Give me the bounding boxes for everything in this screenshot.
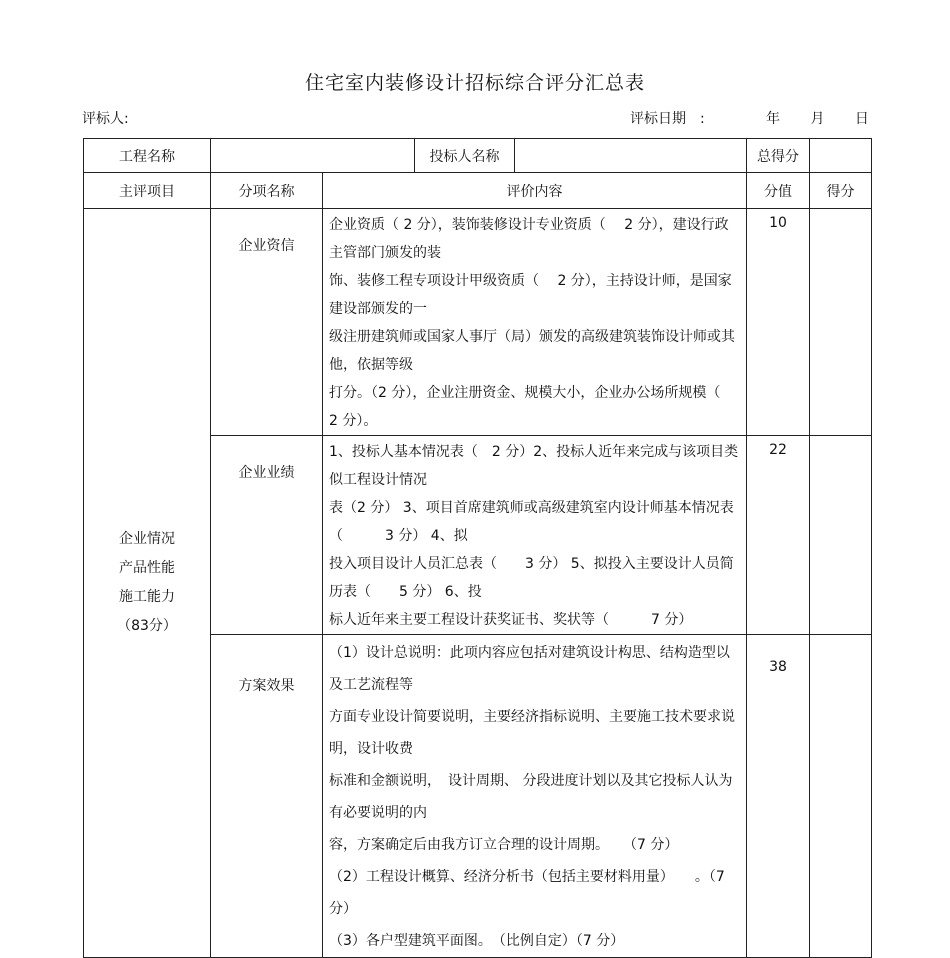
project-name-field[interactable] xyxy=(211,139,415,173)
content-line: 级注册建筑师或国家人事厅（局）颁发的高级建筑装饰设计师或其他，依据等级 xyxy=(329,329,735,373)
score-input-cell[interactable] xyxy=(810,635,872,958)
column-header-row xyxy=(84,173,872,209)
content-line: （1）设计总说明：此项内容应包括对建筑设计构思、结构造型以及工艺流程等 xyxy=(329,645,730,693)
content-line: 表（2 分） 3、项目首席建筑师或高级建筑室内设计师基本情况表（ 3 分） 4、拟 xyxy=(329,500,734,544)
content-line: 企业资质（ 2 分），装饰装修设计专业资质（ 2 分），建设行政主管部门颁发的装 xyxy=(329,217,729,261)
page-title: 住宅室内装修设计招标综合评分汇总表 xyxy=(304,72,645,94)
main-category-cell xyxy=(84,209,211,958)
content-line: 投入项目设计人员汇总表（ 3 分） 5、拟投入主要设计人员简历表（ 5 分） 6、投 xyxy=(329,556,734,600)
score-value: 10 xyxy=(747,209,810,436)
sub-item-name: 企业资信 xyxy=(211,209,323,436)
content-line: 标准和金额说明， 设计周期、 分段进度计划以及其它投标人认为有必要说明的内 xyxy=(329,773,733,821)
column-header-score-value: 分值 xyxy=(747,173,810,209)
year-label: 年 xyxy=(766,111,780,127)
main-category-points: （83分） xyxy=(117,618,177,634)
score-value: 38 xyxy=(747,635,810,958)
score-value: 22 xyxy=(747,436,810,635)
column-header-content: 评价内容 xyxy=(323,173,747,209)
score-input-cell[interactable] xyxy=(810,436,872,635)
content-line: （3）各户型建筑平面图。 （比例自定）（7 分） xyxy=(329,933,625,949)
sub-item-name: 方案效果 xyxy=(211,635,323,958)
month-label: 月 xyxy=(810,111,825,127)
bidder-name-label: 投标人名称 xyxy=(415,139,515,173)
content-line: 1、投标人基本情况表（ 2 分）2、投标人近年来完成与该项目类似工程设计情况 xyxy=(329,444,739,488)
column-header-main-item: 主评项目 xyxy=(84,173,211,209)
evaluation-content xyxy=(323,209,753,436)
day-label: 日 xyxy=(854,111,869,127)
sub-item-name: 企业业绩 xyxy=(211,436,323,635)
main-category-line: 施工能力 xyxy=(119,589,175,605)
content-line: （2）工程设计概算、经济分析书（包括主要材料用量） 。（7 分） xyxy=(329,869,725,917)
project-name-label: 工程名称 xyxy=(84,139,211,173)
content-line: 方面专业设计简要说明，主要经济指标说明、主要施工技术要求说明，设计收费 xyxy=(329,709,735,757)
total-score-field[interactable] xyxy=(810,139,872,173)
evaluation-content xyxy=(323,635,747,958)
evaluation-date-label: 评标日期 : xyxy=(630,111,705,127)
project-info-row xyxy=(84,139,872,173)
score-input-cell[interactable] xyxy=(810,209,872,436)
column-header-score: 得分 xyxy=(810,173,872,209)
evaluation-content xyxy=(323,436,747,635)
table-row xyxy=(84,209,872,436)
content-line: 饰、装修工程专项设计甲级资质（ 2 分），主持设计师，是国家建设部颁发的一 xyxy=(329,273,732,317)
content-line: 打分。（2 分），企业注册资金、规模大小，企业办公场所规模（ 2 分）。 xyxy=(329,385,753,429)
score-table xyxy=(83,138,872,958)
bidder-name-field[interactable] xyxy=(515,139,747,173)
date-fields xyxy=(766,108,895,128)
main-category-line: 企业情况 xyxy=(119,531,175,547)
evaluator-label: 评标人: xyxy=(82,111,129,127)
total-score-label: 总得分 xyxy=(747,139,810,173)
content-line: 容，方案确定后由我方订立合理的设计周期。 （7 分） xyxy=(329,837,679,853)
main-category-line: 产品性能 xyxy=(119,560,175,576)
column-header-sub-item: 分项名称 xyxy=(211,173,323,209)
content-line: 标人近年来主要工程设计获奖证书、奖状等（ 7 分） xyxy=(329,612,693,628)
